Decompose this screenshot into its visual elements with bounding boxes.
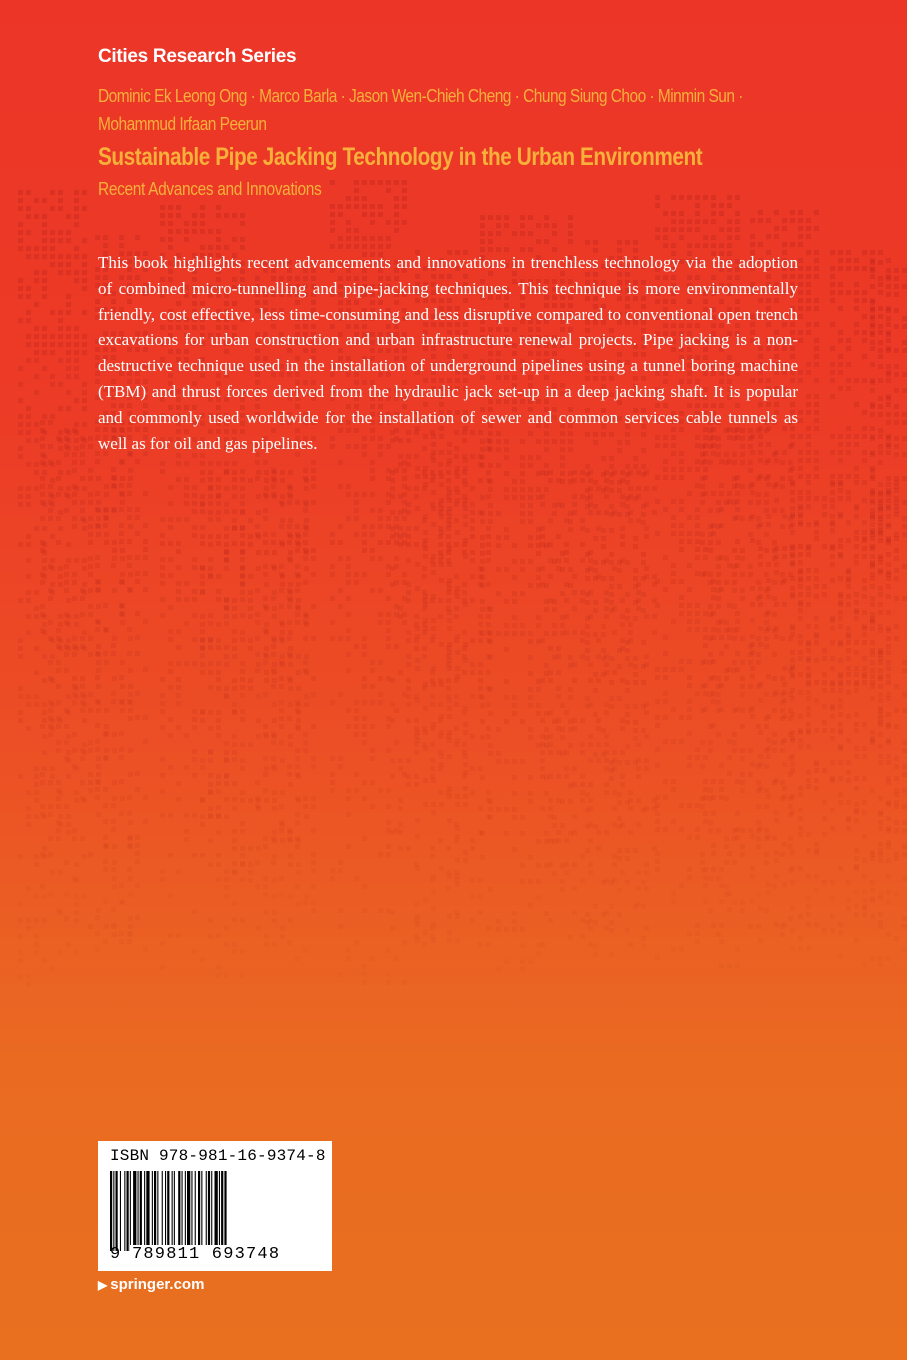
building-10: [830, 250, 891, 967]
series-name: Cities Research Series: [98, 46, 297, 67]
isbn-barcode: [98, 1141, 332, 1271]
publisher-link[interactable]: [98, 1276, 204, 1293]
authors-line-1: Dominic Ek Leong Ong · Marco Barla · Jason Wen-Chieh Cheng · Chung Siung Choo · Minmin Sun ·: [98, 86, 743, 106]
barcode-digits: [110, 1245, 320, 1267]
book-description: This book highlights recent advancements and innovations in trenchless technology via the adoption of combined micro-tunnelling and pipe-jacking techniques. This technique is more environmentally friendly, cost effective, less time-consuming and less disruptive compared to conventional open trench excavations for urban construction and urban infrastructure renewal projects. Pipe jacking is a non-destructive technique used in the installation of underground pipelines using a tunnel boring machine (TBM) and thrust forces derived from the hydraulic jack set-up in a deep jacking shaft. It is popular and commonly used worldwide for the installation of sewer and common services cable tunnels as well as for oil and gas pipelines.: [98, 253, 798, 453]
authors-line-2: Mohammud Irfaan Peerun: [98, 114, 267, 134]
isbn-number: ISBN 978-981-16-9374-8: [110, 1147, 326, 1165]
barcode-bars: [110, 1171, 320, 1251]
publisher-url: springer.com: [110, 1276, 205, 1293]
arrow-right-icon: ▶: [98, 1278, 108, 1292]
barcode-digit-groups: 789811 693748: [132, 1245, 281, 1264]
building-15: [540, 470, 657, 947]
book-subtitle: Recent Advances and Innovations: [98, 179, 322, 199]
book-title: Sustainable Pipe Jacking Technology in the Urban Environment: [98, 143, 703, 171]
barcode-digit-prefix: 9: [110, 1245, 121, 1264]
